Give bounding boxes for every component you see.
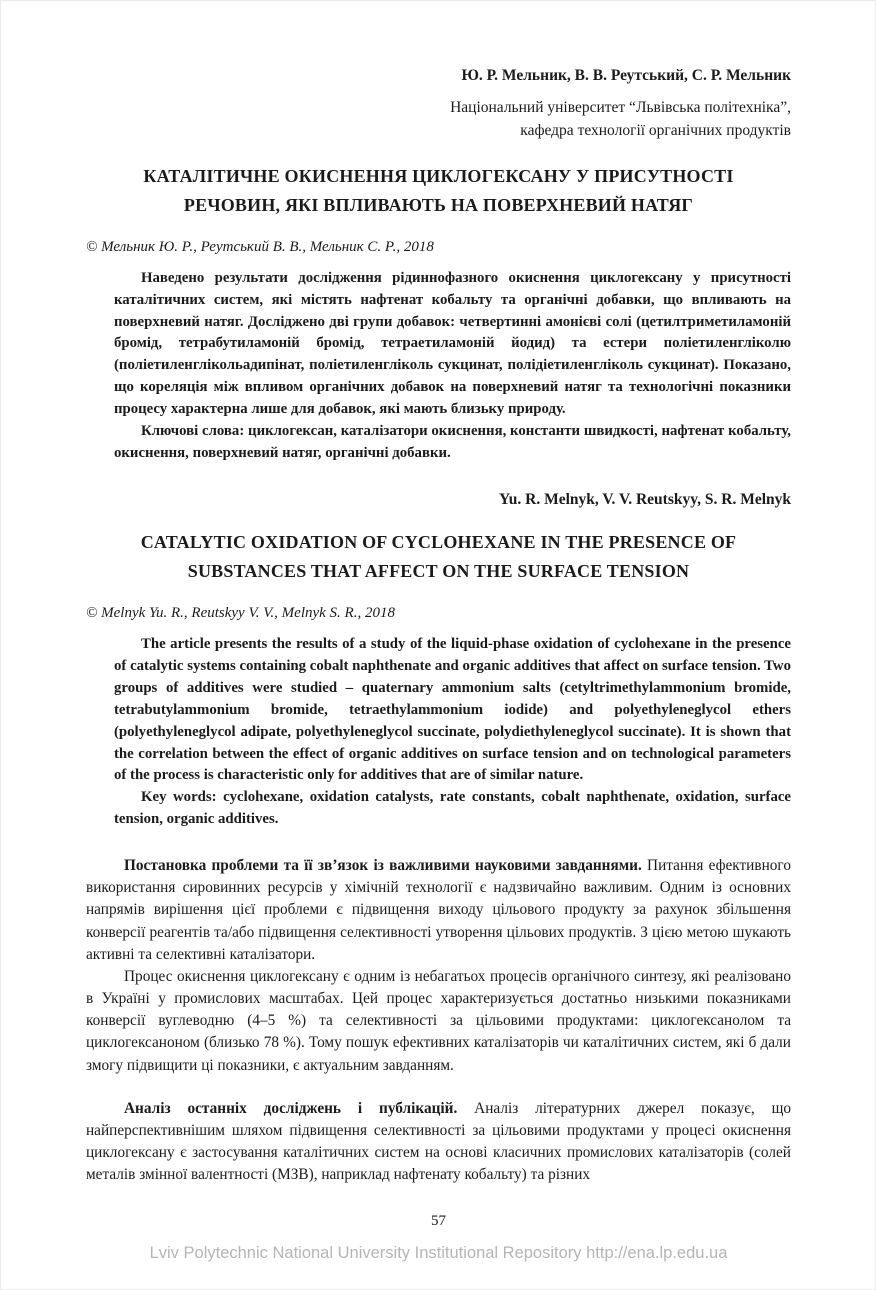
paragraph-process-description: Процес окиснення циклогексану є одним із небагатьох процесів органічного синтезу, які реалізовано в Україні у промислових масштабах. Цей процес характеризується достатньо низькими показниками конверсії вуглеводню (4–5 %) та селективності за цільовими продуктами: циклогексанолом та циклогексаноном (близько 78 %). Тому пошук ефективних каталізаторів чи каталітичних систем, які б дали змогу підвищити ці показники, є актуальним завданням. [86,967,791,1074]
paragraph-problem-statement [86,855,791,966]
page-number: 57 [431,1212,446,1229]
title-english: CATALYTIC OXIDATION OF CYCLOHEXANE IN THE PRESENCE OF SUBSTANCES THAT AFFECT ON THE SURFACE TENSION [140,532,737,582]
abstract-english [114,634,791,831]
copyright-ukrainian: © Мельник Ю. Р., Реутський В. В., Мельник С. Р., 2018 [86,238,434,255]
abstract-ukrainian-text: Наведено результати дослідження рідиннофазного окиснення циклогексану у присутності каталітичних систем, які містять нафтенат кобальту та органічні добавки, що впливають на поверхневий натяг. Досліджено дві групи добавок: четвертинні амонієві солі (цетилтриметиламоній бромід, тетрабутиламоній бромід, тетраетиламоній йодид) та естери поліетиленгліколю (поліетиленглікольадипінат, поліетиленгліколь сукцинат, полідіетиленгліколь сукцинат). Показано, що кореляція між впливом органічних добавок на поверхневий натяг та технологічні показники процесу характерна лише для добавок, які мають близьку природу. [114,269,791,418]
affiliation-line-2: кафедра технології органічних продуктів [520,121,791,139]
abstract-english-text: The article presents the results of a study of the liquid-phase oxidation of cyclohexane in the presence of catalytic systems containing cobalt naphthenate and organic additives that affect on surface tension. Two groups of additives were studied – quaternary ammonium salts (cetyltrimethylammonium bromide, tetrabutylammonium bromide, tetraethylammonium iodide) and polyethyleneglycol ethers (polyethyleneglycol adipate, polyethyleneglycol succinate, polydiethyleneglycol succinate). It is shown that the correlation between the effect of organic additives on surface tension and on technological parameters of the process is characteristic only for additives that are of similar nature. [114,636,791,784]
article-body [86,855,791,1186]
paragraph-analysis [86,1098,791,1187]
affiliation [86,96,791,143]
keywords-english: Key words: cyclohexane, oxidation catalysts, rate constants, cobalt naphthenate, oxidation, surface tension, organic additives. [114,789,791,828]
title-ukrainian: КАТАЛІТИЧНЕ ОКИСНЕННЯ ЦИКЛОГЕКСАНУ У ПРИСУТНОСТІ РЕЧОВИН, ЯКІ ВПЛИВАЮТЬ НА ПОВЕРХНЕВИЙ НАТЯГ [143,166,734,215]
repository-footer: Lviv Polytechnic National University Institutional Repository http://ena.lp.edu.ua [149,1243,728,1262]
paragraph-problem-statement-text: Питання ефективного використання сировинних ресурсів у хімічній технології є надзвичайно важливим. Одним із основних напрямів вирішення цієї проблеми є підвищення виходу цільового продукту за рахунок збільшення конверсії реагентів та/або підвищення селективності утворення цільових продуктів. З цією метою шукають активні та селективні каталізатори. [86,857,791,963]
keywords-ukrainian: Ключові слова: циклогексан, каталізатори окиснення, константи швидкості, нафтенат кобальту, окиснення, поверхневий натяг, органічні добавки. [114,423,791,461]
paragraph-problem-statement-lead: Постановка проблеми та її зв’язок із важливими науковими завданнями. [124,857,642,875]
paragraph-analysis-text: Аналіз літературних джерел показує, що найперспективнішим шляхом підвищення селективності за цільовими продуктами у процесі окиснення циклогексану є застосування каталітичних систем на основі класичних промислових каталізаторів (солей металів змінної валентності (МЗВ), наприклад нафтенату кобальту) та різних [86,1099,791,1184]
authors-ukrainian: Ю. Р. Мельник, В. В. Реутський, С. Р. Мельник [461,67,791,84]
copyright-english: © Melnyk Yu. R., Reutskyy V. V., Melnyk S. R., 2018 [86,605,395,622]
paragraph-analysis-lead: Аналіз останніх досліджень і публікацій. [124,1099,458,1117]
affiliation-line-1: Національний університет “Львівська політехніка”, [450,98,791,116]
authors-english: Yu. R. Melnyk, V. V. Reutskyy, S. R. Melnyk [499,490,791,508]
abstract-ukrainian [114,268,791,465]
